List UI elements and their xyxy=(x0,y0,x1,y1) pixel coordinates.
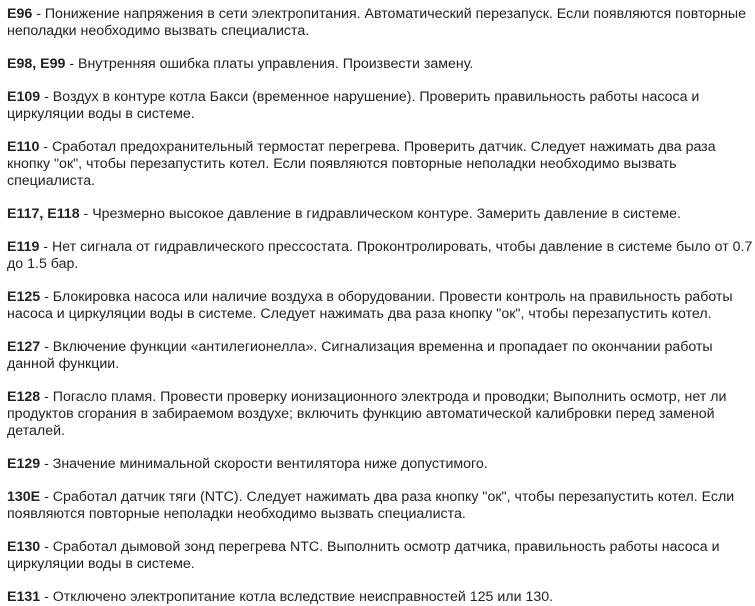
error-entry-e119 xyxy=(7,239,753,273)
error-code: E130 xyxy=(7,539,41,555)
error-code: E129 xyxy=(7,456,41,472)
error-entry-e127 xyxy=(7,339,753,373)
error-entry-e98-e99 xyxy=(7,56,753,73)
error-description: - Значение минимальной скорости вентилятора ниже допустимого. xyxy=(40,456,488,472)
error-code: E127 xyxy=(7,339,41,355)
error-entry-e125 xyxy=(7,289,753,323)
error-code: E96 xyxy=(7,6,33,22)
error-description: - Понижение напряжения в сети электропитания. Автоматический перезапуск. Если появляются повторные неполадки необходимо вызвать специалиста. xyxy=(7,6,747,39)
error-description: - Сработал датчик тяги (NTC). Следует нажимать два раза кнопку "ок", чтобы перезапустить котел. Если появляются повторные неполадки необходимо вызвать специалиста. xyxy=(7,489,735,522)
error-code: E128 xyxy=(7,389,41,405)
error-description: - Включение функции «антилегионелла». Сигнализация временна и пропадает по окончании работы данной функции. xyxy=(7,339,713,372)
error-entry-130e xyxy=(7,489,753,523)
error-entry-e109 xyxy=(7,89,753,123)
error-description: - Чрезмерно высокое давление в гидравлическом контуре. Замерить давление в системе. xyxy=(79,206,681,222)
error-code: E125 xyxy=(7,289,41,305)
error-code: E98, E99 xyxy=(7,56,66,72)
error-code: E110 xyxy=(7,139,40,155)
error-code: E109 xyxy=(7,89,41,105)
error-description: - Отключено электропитание котла вследствие неисправностей 125 или 130. xyxy=(40,589,554,605)
error-entry-e130 xyxy=(7,539,753,573)
error-entry-e117-e118 xyxy=(7,206,753,223)
error-code: E131 xyxy=(7,589,41,605)
error-code: E117, E118 xyxy=(7,206,80,222)
error-description: - Нет сигнала от гидравлического прессостата. Проконтролировать, чтобы давление в системе было от 0.7 до 1.5 бар. xyxy=(7,239,753,272)
error-description: - Внутренняя ошибка платы управления. Произвести замену. xyxy=(65,56,474,72)
error-entry-e129 xyxy=(7,456,753,473)
error-entry-e110 xyxy=(7,139,753,190)
error-code: E119 xyxy=(7,239,40,255)
error-description: - Воздух в контуре котла Бакси (временное нарушение). Проверить правильность работы насоса и циркуляции воды в системе. xyxy=(7,89,700,122)
error-description: - Сработал предохранительный термостат перегрева. Проверить датчик. Следует нажимать два раза кнопку "ок", чтобы перезапустить котел. Если появляются повторные неполадки необходимо вызвать специалиста. xyxy=(7,139,716,189)
error-description: - Блокировка насоса или наличие воздуха в оборудовании. Провести контроль на правильность работы насоса и циркуляции воды в системе. Следует нажимать два раза кнопку "ок", чтобы перезапустить котел. xyxy=(7,289,733,322)
error-code: 130E xyxy=(7,489,41,505)
error-description: - Сработал дымовой зонд перегрева NTC. Выполнить осмотр датчика, правильность работы насоса и циркуляции воды в системе. xyxy=(7,539,720,572)
error-description: - Погасло пламя. Провести проверку ионизационного электрода и проводки; Выполнить осмотр, нет ли продуктов сгорания в забираемом воздухе; включить функцию автоматической калибровки перед заменой деталей. xyxy=(7,389,727,439)
error-entry-e96 xyxy=(7,6,753,40)
error-entry-e128 xyxy=(7,389,753,440)
